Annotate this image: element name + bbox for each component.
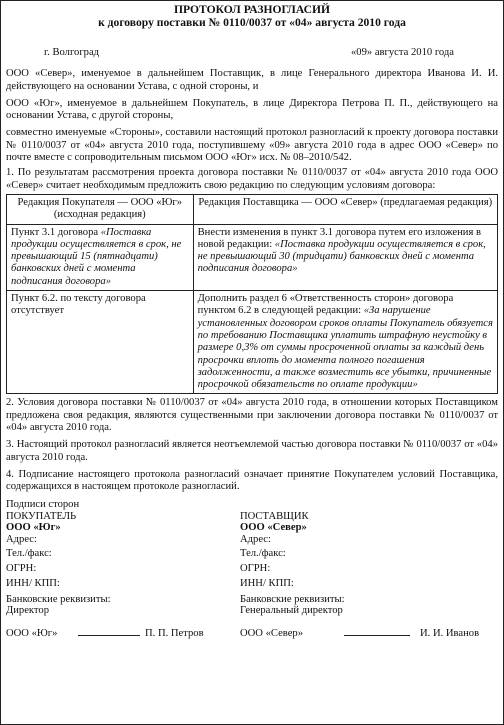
- clause-4: 4. Подписание настоящего протокола разногласий означает принятие Покупателем условий Поставщика, содержащихся в настоящем протоколе разногласий.: [6, 468, 498, 493]
- supplier-org-short: ООО «Север»: [240, 628, 304, 640]
- buyer-version-header: [7, 194, 194, 224]
- buyer-cell-text: Пункт 3.1 договора: [11, 226, 101, 238]
- buyer-sign-line: [6, 626, 240, 640]
- buyer-signer-name: П. П. Петров: [145, 628, 204, 640]
- buyer-header-title: Редакция Покупателя — ООО «Юг»: [17, 196, 183, 208]
- buyer-signature-blank: [78, 626, 140, 636]
- clause-3: 3. Настоящий протокол разногласий является неотъемлемой частью договора поставки № 0110/0037 от «04» августа 2010 года.: [6, 439, 498, 463]
- buyer-org: ООО «Юг»: [6, 521, 61, 533]
- supplier-cell-text: Внести изменения в пункт 3.1 договора путем его изложения в новой редакции:: [197, 226, 481, 250]
- supplier-cell-quote: «Поставка продукции осуществляется в срок, не превышающий 30 (тридцати) банковских дней с момента подписания договора»: [197, 238, 486, 275]
- intro-parties: совместно именуемые «Стороны», составили настоящий протокол разногласий к проекту договора поставки № 0110/0037 от «04» августа 2010 года, поступившему «09» августа 2010 года в адрес ООО «Север» по почте вместе с сопроводительным письмом ООО «Юг» исх. № 08–2010/542.: [6, 127, 498, 164]
- place-date-row: [6, 47, 498, 59]
- supplier-version-header: [193, 194, 497, 224]
- supplier-cell-quote: «За нарушение установленных договором сроков оплаты Покупатель обязуется по требованию Поставщика уплатить штрафную неустойку в размере 0,3% от суммы просроченной оплаты за каждый день просрочки вплоть до момента полного погашения задолженности, а также возместить все убытки, причиненные просрочкой обязательств по оплате продукции»: [197, 305, 493, 391]
- table-row: [7, 291, 498, 394]
- supplier-ogrn: ОГРН:: [240, 562, 271, 574]
- buyer-bank: Банковские реквизиты:: [6, 594, 111, 606]
- clause-2: 2. Условия договора поставки № 0110/0037 от «04» августа 2010 года, в отношении которых Поставщиком предложена своя редакция, являются существенными при заключении договора поставки № 0110/0037 от «04» августа 2010 года.: [6, 397, 498, 434]
- supplier-sign-line: [240, 626, 490, 640]
- supplier-org: ООО «Север»: [240, 521, 307, 533]
- clause-1: 1. По результатам рассмотрения проекта договора поставки № 0110/0037 от «04» августа 2010 года ООО «Север» считает необходимым предложить свою редакцию по следующим условиям договора:: [6, 167, 498, 191]
- table-row: [7, 224, 498, 290]
- supplier-cell: [193, 224, 497, 290]
- disagreements-table: [6, 194, 498, 394]
- buyer-inn: ИНН/ КПП:: [6, 577, 60, 589]
- buyer-ogrn: ОГРН:: [6, 562, 37, 574]
- supplier-role: ПОСТАВЩИК: [240, 510, 309, 522]
- buyer-signature-column: [6, 512, 240, 641]
- supplier-phone: Тел./факс:: [240, 548, 286, 560]
- supplier-signature-column: [240, 512, 490, 641]
- supplier-position: Генеральный директор: [240, 604, 343, 616]
- buyer-phone: Тел./факс:: [6, 548, 52, 560]
- buyer-cell-text: Пункт 6.2. по тексту договора отсутствует: [11, 293, 146, 317]
- table-header-row: [7, 194, 498, 224]
- buyer-org-short: ООО «Юг»: [6, 628, 58, 640]
- buyer-role: ПОКУПАТЕЛЬ: [6, 510, 77, 522]
- buyer-address: Адрес:: [6, 533, 37, 545]
- document-date: «09» августа 2010 года: [351, 47, 454, 58]
- supplier-cell-text: Дополнить раздел 6 «Ответственность сторон» договора пунктом 6.2 в следующей редакции:: [197, 293, 454, 317]
- supplier-signer-name: И. И. Иванов: [420, 628, 480, 640]
- buyer-cell-quote: «Поставка продукции осуществляется в срок, не превышающий 15 (пятнадцати) банковских дней с момента подписания договора»: [11, 226, 182, 287]
- supplier-bank: Банковские реквизиты:: [240, 594, 345, 606]
- document-subtitle: к договору поставки № 0110/0037 от «04» августа 2010 года: [98, 16, 406, 29]
- buyer-cell: [7, 224, 194, 290]
- supplier-cell: [193, 291, 497, 394]
- signatures-heading: Подписи сторон: [6, 498, 80, 510]
- buyer-header-note: (исходная редакция): [53, 209, 146, 221]
- signature-block: [6, 512, 498, 641]
- city: г. Волгоград: [44, 47, 100, 58]
- supplier-header-title: Редакция Поставщика — ООО «Север» (предлагаемая редакция): [198, 196, 493, 208]
- buyer-cell: [7, 291, 194, 394]
- intro-buyer: ООО «Юг», именуемое в дальнейшем Покупатель, в лице Директора Петрова П. П., действующего на основании Устава, с другой стороны,: [6, 97, 498, 122]
- buyer-position: Директор: [6, 604, 49, 616]
- intro-supplier: ООО «Север», именуемое в дальнейшем Поставщик, в лице Генерального директора Иванова И. И. действующего на основании Устава, с одной стороны, и: [6, 68, 498, 92]
- supplier-signature-blank: [344, 626, 410, 636]
- document-title: ПРОТОКОЛ РАЗНОГЛАСИЙ: [173, 3, 331, 16]
- supplier-address: Адрес:: [240, 533, 271, 545]
- supplier-inn: ИНН/ КПП:: [240, 577, 294, 589]
